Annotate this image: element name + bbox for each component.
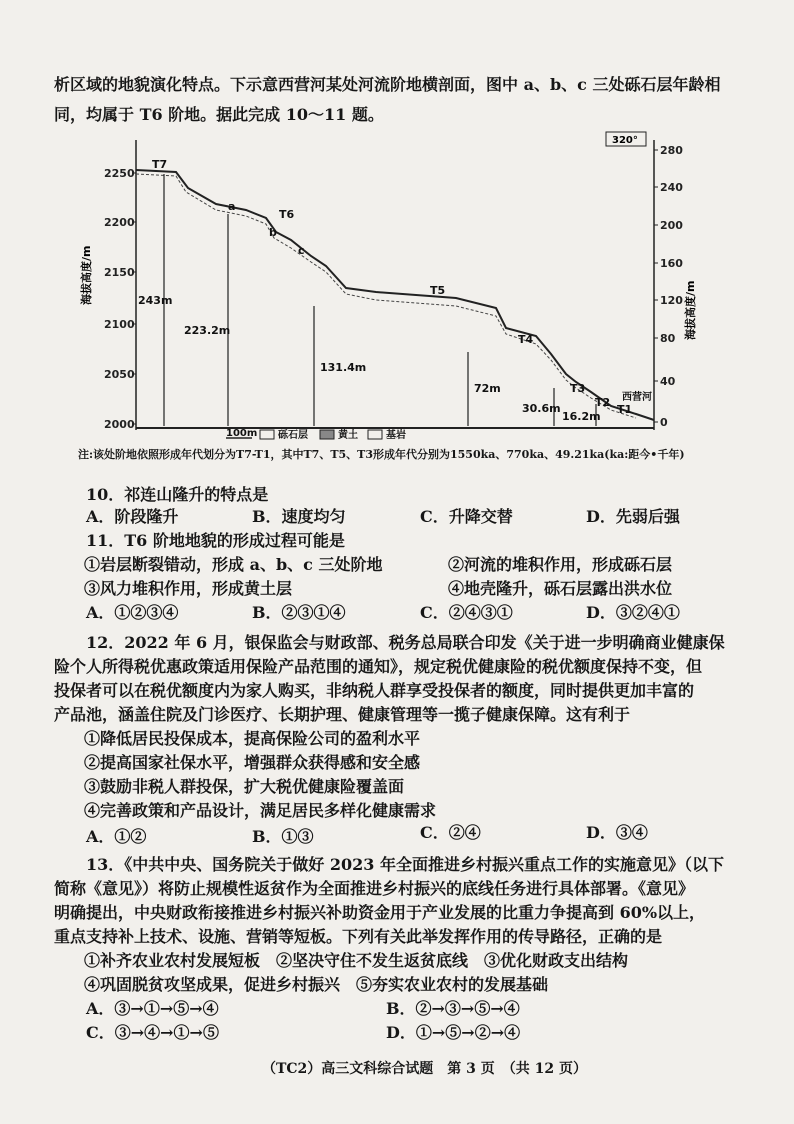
- height-label: 16.2m: [562, 410, 601, 423]
- q12-line-3: 投保者可以在税优额度内为家人购买，非纳税人群享受投保者的额度，同时提供更加丰富的: [54, 681, 695, 700]
- intro-line-2: 同，均属于 T6 阶地。据此完成 10～11 题。: [54, 105, 384, 124]
- scale-label: 100m: [226, 428, 258, 439]
- q13-option-b: B．②→③→⑤→④: [386, 999, 520, 1018]
- q13-items-row-1: ①补齐农业农村发展短板 ②坚决守住不发生返贫底线 ③优化财政支出结构: [84, 951, 629, 970]
- q12-line-4: 产品池，涵盖住院及门诊医疗、长期护理、健康管理等一揽子健康保障。这有利于: [54, 705, 631, 724]
- right-tick: 40: [660, 375, 676, 388]
- left-tick: 2050: [104, 368, 135, 381]
- intro-line-1: 析区域的地貌演化特点。下示意西营河某处河流阶地横剖面，图中 a、b、c 三处砾石层年龄相: [54, 75, 721, 94]
- left-tick: 2250: [104, 167, 135, 180]
- terrace-profile-figure: [76, 130, 706, 460]
- right-tick: 280: [660, 144, 683, 157]
- q11-item-2: ②河流的堆积作用，形成砾石层: [448, 555, 673, 574]
- q13-option-a: A．③→①→⑤→④: [86, 999, 219, 1018]
- terrace-label: T4: [518, 333, 534, 346]
- q12-item-1: ①降低居民投保成本，提高保险公司的盈利水平: [84, 729, 421, 748]
- q11-item-1: ①岩层断裂错动，形成 a、b、c 三处阶地: [84, 555, 383, 574]
- q12-option-d: D．③④: [586, 823, 648, 842]
- height-label: 72m: [474, 382, 501, 395]
- left-tick: 2100: [104, 318, 135, 331]
- terrace-label: T7: [152, 158, 168, 171]
- terrace-label: T3: [570, 382, 586, 395]
- left-axis-label: 海拔高度/m: [80, 245, 93, 305]
- angle-label: 320°: [612, 135, 638, 146]
- q10-option-b: B．速度均匀: [252, 507, 346, 526]
- legend-loess: 黄土: [338, 430, 358, 441]
- q13-line-3: 明确提出，中央财政衔接推进乡村振兴补助资金用于产业发展的比重力争提高到 60%以上，: [54, 903, 706, 922]
- q11-option-d: D．③②④①: [586, 603, 680, 622]
- q12-item-4: ④完善政策和产品设计，满足居民多样化健康需求: [84, 801, 437, 820]
- q13-option-c: C．③→④→①→⑤: [86, 1023, 219, 1042]
- q11-item-3: ③风力堆积作用，形成黄土层: [84, 579, 293, 598]
- q12-item-2: ②提高国家社保水平，增强群众获得感和安全感: [84, 753, 421, 772]
- q11-option-b: B．②③①④: [252, 603, 346, 622]
- q13-items-row-2: ④巩固脱贫攻坚成果，促进乡村振兴 ⑤夯实农业农村的发展基础: [84, 975, 549, 994]
- terrace-label: T2: [595, 396, 611, 409]
- height-label: 30.6m: [522, 402, 561, 415]
- legend-gravel: 砾石层: [278, 430, 308, 441]
- q11-stem: 11．T6 阶地地貌的形成过程可能是: [86, 531, 345, 550]
- right-tick: 240: [660, 181, 683, 194]
- q10-option-a: A．阶段隆升: [86, 507, 179, 526]
- legend-bedrock: 基岩: [386, 430, 406, 441]
- q13-line-4: 重点支持补上技术、设施、营销等短板。下列有关此举发挥作用的传导路径，正确的是: [54, 927, 663, 946]
- terrace-label: T1: [617, 403, 633, 416]
- q12-item-3: ③鼓励非税人群投保，扩大税优健康险覆盖面: [84, 777, 405, 796]
- q12-option-b: B．①③: [252, 827, 314, 846]
- height-label: 243m: [138, 294, 173, 307]
- right-tick: 0: [660, 416, 668, 429]
- q12-option-a: A．①②: [86, 827, 147, 846]
- terrace-label: T5: [430, 284, 446, 297]
- right-tick: 200: [660, 219, 683, 232]
- right-axis-label: 海拔高度/m: [684, 280, 697, 340]
- q13-line-2: 简称《意见》）将防止规模性返贫作为全面推进乡村振兴的底线任务进行具体部署。《意见》: [54, 879, 695, 898]
- right-tick: 160: [660, 257, 683, 270]
- q10-stem: 10．祁连山隆升的特点是: [86, 485, 269, 504]
- point-label: c: [298, 244, 305, 257]
- river-label: 西营河: [622, 392, 652, 403]
- point-label: b: [269, 226, 277, 239]
- q12-option-c: C．②④: [420, 823, 481, 842]
- left-tick: 2200: [104, 216, 135, 229]
- figure-note: 注:该处阶地依照形成年代划分为T7-T1，其中T7、T5、T3形成年代分别为1550ka、770ka、49.21ka(ka:距今•千年): [78, 448, 685, 461]
- right-tick: 80: [660, 332, 676, 345]
- q11-option-a: A．①②③④: [86, 603, 179, 622]
- q10-option-d: D．先弱后强: [586, 507, 680, 526]
- right-tick: 120: [660, 294, 683, 307]
- q12-line-1: 12．2022 年 6 月，银保监会与财政部、税务总局联合印发《关于进一步明确商业健康保: [86, 633, 725, 652]
- left-tick: 2000: [104, 418, 135, 431]
- height-label: 131.4m: [320, 361, 367, 374]
- height-label: 223.2m: [184, 324, 231, 337]
- q13-line-1: 13．《中共中央、国务院关于做好 2023 年全面推进乡村振兴重点工作的实施意见》（以下: [86, 855, 724, 874]
- page-footer: （TC2）高三文科综合试题 第 3 页 （共 12 页）: [262, 1061, 588, 1077]
- point-label: a: [228, 200, 236, 213]
- q11-item-4: ④地壳隆升，砾石层露出洪水位: [448, 579, 673, 598]
- left-tick: 2150: [104, 266, 135, 279]
- q13-option-d: D．①→⑤→②→④: [386, 1023, 521, 1042]
- q11-option-c: C．②④③①: [420, 603, 513, 622]
- terrace-label: T6: [279, 208, 295, 221]
- q12-line-2: 险个人所得税优惠政策适用保险产品范围的通知》，规定税优健康险的税优额度保持不变，但: [54, 657, 703, 676]
- q10-option-c: C．升降交替: [420, 507, 513, 526]
